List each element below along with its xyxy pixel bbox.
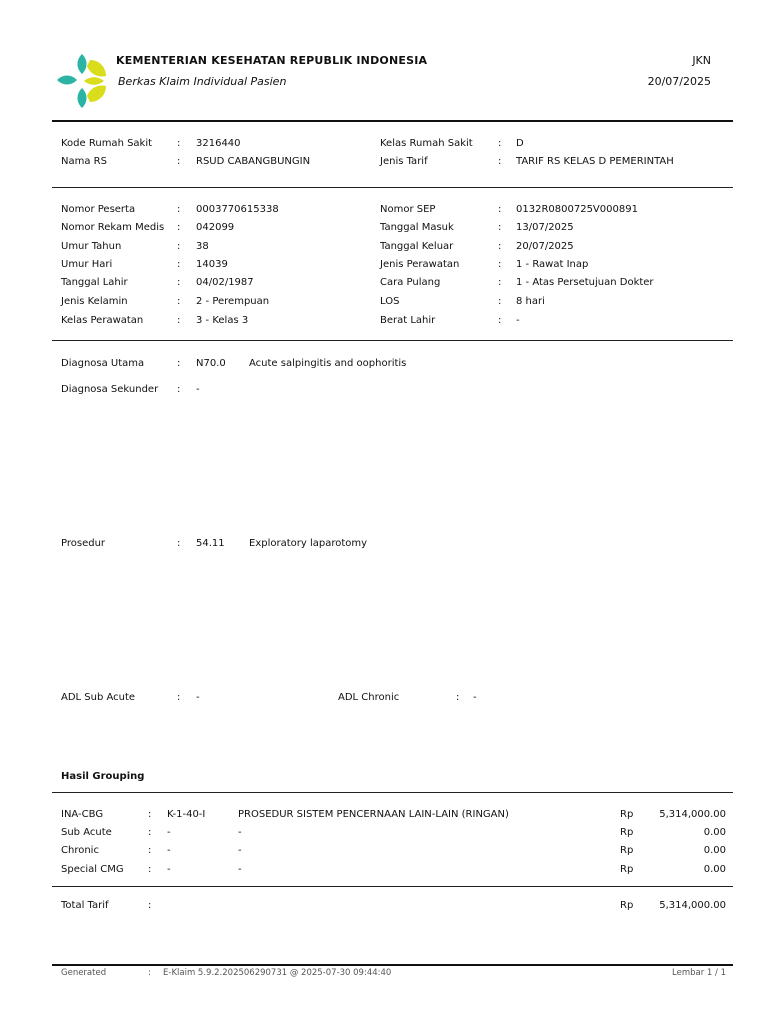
grouping-row-currency: Rp [620, 845, 634, 856]
adl-sub-acute-value: - [196, 692, 200, 703]
prosedur-desc: Exploratory laparotomy [249, 538, 368, 549]
grouping-title-divider [52, 792, 733, 793]
grouping-title: Hasil Grouping [61, 771, 145, 782]
adl-chronic-label: ADL Chronic [338, 692, 400, 703]
separator: : [456, 692, 460, 703]
grouping-row-desc: - [238, 864, 242, 875]
adl-sub-acute-label: ADL Sub Acute [61, 692, 136, 703]
grouping-row-amount: 0.00 [703, 864, 726, 875]
jenis-tarif-value: TARIF RS KELAS D PEMERINTAH [516, 156, 674, 167]
logo-petal-right-bottom [87, 85, 106, 102]
separator: : [177, 296, 181, 307]
logo-petal-top [78, 54, 87, 74]
separator: : [177, 241, 181, 252]
patient-right-value: 1 - Rawat Inap [516, 259, 589, 270]
separator: : [177, 315, 181, 326]
grouping-row-desc: PROSEDUR SISTEM PENCERNAAN LAIN-LAIN (RINGAN) [238, 809, 509, 820]
document-date: 20/07/2025 [647, 75, 711, 88]
kelas-rs-label: Kelas Rumah Sakit [380, 138, 473, 149]
total-tarif-label: Total Tarif [61, 900, 109, 911]
kemenkes-logo [54, 52, 110, 110]
grouping-row-label: Sub Acute [61, 827, 112, 838]
kode-rs-value: 3216440 [196, 138, 241, 149]
grouping-row-label: INA-CBG [61, 809, 104, 820]
patient-divider [52, 340, 733, 341]
grouping-row-amount: 5,314,000.00 [659, 809, 726, 820]
patient-right-value: 0132R0800725V000891 [516, 204, 638, 215]
separator: : [177, 204, 181, 215]
total-currency: Rp [620, 900, 634, 911]
org-title: KEMENTERIAN KESEHATAN REPUBLIK INDONESIA [116, 54, 428, 67]
grouping-row-code: - [167, 864, 171, 875]
grouping-row-code: - [167, 827, 171, 838]
grouping-row-amount: 0.00 [703, 845, 726, 856]
separator: : [177, 222, 181, 233]
patient-left-value: 3 - Kelas 3 [196, 315, 249, 326]
diagnosa-utama-desc: Acute salpingitis and oophoritis [249, 358, 407, 369]
document-subtitle: Berkas Klaim Individual Pasien [118, 75, 287, 88]
separator: : [498, 296, 502, 307]
separator: : [177, 692, 181, 703]
grouping-row-desc: - [238, 845, 242, 856]
separator: : [148, 827, 152, 838]
separator: : [148, 968, 151, 978]
separator: : [177, 277, 181, 288]
patient-left-value: 38 [196, 241, 209, 252]
patient-left-label: Umur Tahun [61, 241, 122, 252]
grouping-row-currency: Rp [620, 827, 634, 838]
patient-right-value: 13/07/2025 [516, 222, 574, 233]
separator: : [498, 204, 502, 215]
patient-left-label: Jenis Kelamin [61, 296, 128, 307]
grouping-row-code: K-1-40-I [167, 809, 206, 820]
header-divider [52, 120, 733, 122]
generated-label: Generated [61, 968, 107, 978]
separator: : [177, 259, 181, 270]
separator: : [498, 156, 502, 167]
generated-value: E-Klaim 5.9.2.202506290731 @ 2025-07-30 09:44:40 [163, 968, 392, 978]
patient-left-value: 14039 [196, 259, 228, 270]
patient-right-label: Jenis Perawatan [380, 259, 460, 270]
patient-left-value: 04/02/1987 [196, 277, 254, 288]
logo-petal-left [57, 76, 77, 85]
separator: : [148, 864, 152, 875]
grouping-row-label: Special CMG [61, 864, 124, 875]
patient-right-value: 1 - Atas Persetujuan Dokter [516, 277, 654, 288]
patient-left-label: Tanggal Lahir [61, 277, 128, 288]
total-amount: 5,314,000.00 [659, 900, 726, 911]
prosedur-code: 54.11 [196, 538, 225, 549]
patient-right-label: Tanggal Masuk [380, 222, 454, 233]
diagnosa-utama-label: Diagnosa Utama [61, 358, 145, 369]
diagnosa-sekunder-value: - [196, 384, 200, 395]
separator: : [498, 138, 502, 149]
separator: : [177, 358, 181, 369]
patient-left-label: Nomor Peserta [61, 204, 136, 215]
separator: : [177, 156, 181, 167]
page-number: Lembar 1 / 1 [672, 968, 726, 978]
grouping-row-code: - [167, 845, 171, 856]
separator: : [148, 845, 152, 856]
patient-left-value: 0003770615338 [196, 204, 279, 215]
grouping-row-currency: Rp [620, 809, 634, 820]
separator: : [498, 241, 502, 252]
kelas-rs-value: D [516, 138, 524, 149]
separator: : [498, 315, 502, 326]
grouping-row-currency: Rp [620, 864, 634, 875]
grouping-row-label: Chronic [61, 845, 99, 856]
separator: : [148, 900, 152, 911]
grouping-row-desc: - [238, 827, 242, 838]
footer-divider [52, 964, 733, 966]
patient-left-label: Kelas Perawatan [61, 315, 144, 326]
grouping-row-amount: 0.00 [703, 827, 726, 838]
patient-right-value: 20/07/2025 [516, 241, 574, 252]
diagnosa-sekunder-label: Diagnosa Sekunder [61, 384, 159, 395]
patient-left-value: 2 - Perempuan [196, 296, 270, 307]
patient-left-label: Nomor Rekam Medis [61, 222, 165, 233]
separator: : [177, 384, 181, 395]
patient-right-label: Cara Pulang [380, 277, 441, 288]
diagnosa-utama-code: N70.0 [196, 358, 226, 369]
program-name: JKN [692, 54, 711, 67]
adl-chronic-value: - [473, 692, 477, 703]
patient-right-label: LOS [380, 296, 400, 307]
grouping-divider [52, 886, 733, 887]
hospital-divider [52, 187, 733, 188]
jenis-tarif-label: Jenis Tarif [380, 156, 428, 167]
logo-petal-bottom [78, 88, 87, 108]
patient-right-label: Nomor SEP [380, 204, 436, 215]
nama-rs-value: RSUD CABANGBUNGIN [196, 156, 311, 167]
patient-left-label: Umur Hari [61, 259, 113, 270]
nama-rs-label: Nama RS [61, 156, 107, 167]
prosedur-label: Prosedur [61, 538, 106, 549]
separator: : [498, 277, 502, 288]
separator: : [498, 259, 502, 270]
patient-right-value: - [516, 315, 520, 326]
separator: : [148, 809, 152, 820]
patient-right-label: Tanggal Keluar [380, 241, 454, 252]
kode-rs-label: Kode Rumah Sakit [61, 138, 153, 149]
separator: : [498, 222, 502, 233]
logo-petal-right-top [87, 60, 106, 77]
patient-left-value: 042099 [196, 222, 235, 233]
logo-center [84, 77, 104, 85]
separator: : [177, 138, 181, 149]
separator: : [177, 538, 181, 549]
patient-right-value: 8 hari [516, 296, 545, 307]
patient-right-label: Berat Lahir [380, 315, 436, 326]
